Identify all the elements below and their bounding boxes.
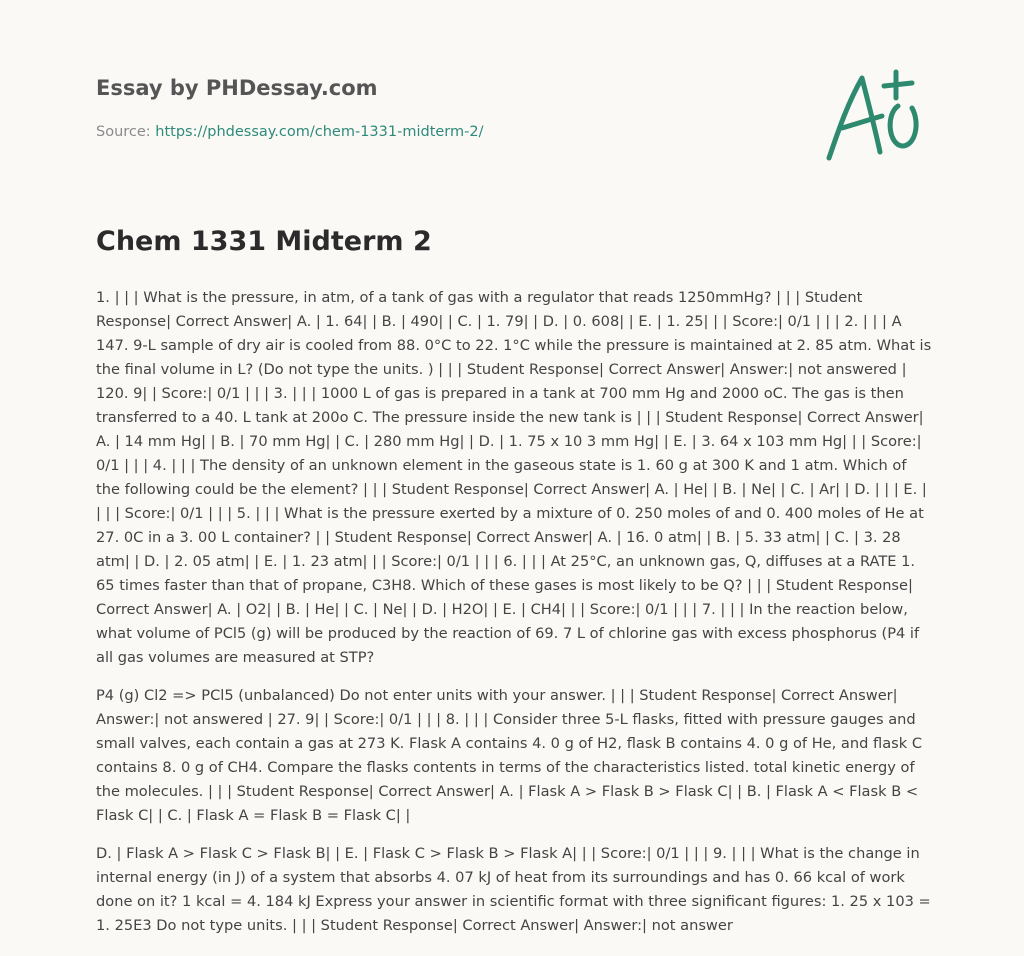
paragraph: D. | Flask A > Flask C > Flask B| | E. | Flask C > Flask B > Flask A| | | Score:| 0/1 | | | 9. | | | What is the change in internal energy (in J) of a system that absorbs 4. 07 kJ of heat from its surroundings and has 0. 66 kcal of work done on it? 1 kcal = 4. 184 kJ Express your answer in scientific format with three significant figures: 1. 25 x 103 = 1. 25E3 Do not type units. | | | Student Response| Correct Answer| Answer:| not answer — [96, 845, 931, 934]
site-brand: Essay by PHDessay.com — [96, 76, 378, 100]
source-line — [96, 124, 483, 140]
a-plus-logo-icon — [822, 66, 932, 166]
document-title: Chem 1331 Midterm 2 — [96, 226, 432, 257]
document-body — [96, 286, 932, 952]
paragraph: P4 (g) Cl2 => PCl5 (unbalanced) Do not enter units with your answer. | | | Student Response| Correct Answer| Answer:| not answered | 27. 9| | Score:| 0/1 | | | 8. | | | Consider three 5-L flasks, fitted with pressure gauges and small valves, each contain a gas at 273 K. Flask A contains 4. 0 g of H2, flask B contains 4. 0 g of He, and flask C contains 8. 0 g of CH4. Compare the flasks contents in terms of the characteristics listed. total kinetic energy of the molecules. | | | Student Response| Correct Answer| A. | Flask A > Flask B > Flask C| | B. | Flask A < Flask B < Flask C| | C. | Flask A = Flask B = Flask C| | — [96, 687, 923, 824]
source-label: Source: — [96, 124, 156, 140]
source-link[interactable]: https://phdessay.com/chem-1331-midterm-2/ — [155, 124, 484, 140]
paragraph: 1. | | | What is the pressure, in atm, of a tank of gas with a regulator that reads 1250mmHg? | | | Student Response| Correct Answer| A. | 1. 64| | B. | 490| | C. | 1. 79| | D. | 0. 608| | E. | 1. 25| | | Score:| 0/1 | | | 2. | | | A 147. 9-L sample of dry air is cooled from 88. 0°C to 22. 1°C while the pressure is maintained at 2. 85 atm. What is the final volume in L? (Do not type the units. ) | | | Student Response| Correct Answer| Answer:| not answered | 120. 9| | Score:| 0/1 | | | 3. | | | 1000 L of gas is prepared in a tank at 700 mm Hg and 2000 oC. The gas is then transferred to a 40. L tank at 200o C. The pressure inside the new tank is | | | Student Response| Correct Answer| A. | 14 mm Hg| | B. | 70 mm Hg| | C. | 280 mm Hg| | D. | 1. 75 x 10 3 mm Hg| | E. | 3. 64 x 103 mm Hg| | | Score:| 0/1 | | | 4. | | | The density of an unknown element in the gaseous state is 1. 60 g at 300 K and 1 atm. Which of the following could be the element? | | | Student Response| Correct Answer| A. | He| | B. | Ne| | C. | Ar| | D. | | | E. | | | | Score:| 0/1 | | | 5. | | | What is the pressure exerted by a mixture of 0. 250 moles of and 0. 400 moles of He at 27. 0C in a 3. 00 L container? | | Student Response| Correct Answer| A. | 16. 0 atm| | B. | 5. 33 atm| | C. | 3. 28 atm| | D. | 2. 05 atm| | E. | 1. 23 atm| | | Score:| 0/1 | | | 6. | | | At 25°C, an unknown gas, Q, diffuses at a RATE 1. 65 times faster than that of propane, C3H8. Which of these gases is most likely to be Q? | | | Student Response| Correct Answer| A. | O2| | B. | He| | C. | Ne| | D. | H2O| | E. | CH4| | | Score:| 0/1 | | | 7. | | | In the reaction below, what volume of PCl5 (g) will be produced by the reaction of 69. 7 L of chlorine gas with excess phosphorus (P4 if all gas volumes are measured at STP? — [96, 289, 932, 666]
